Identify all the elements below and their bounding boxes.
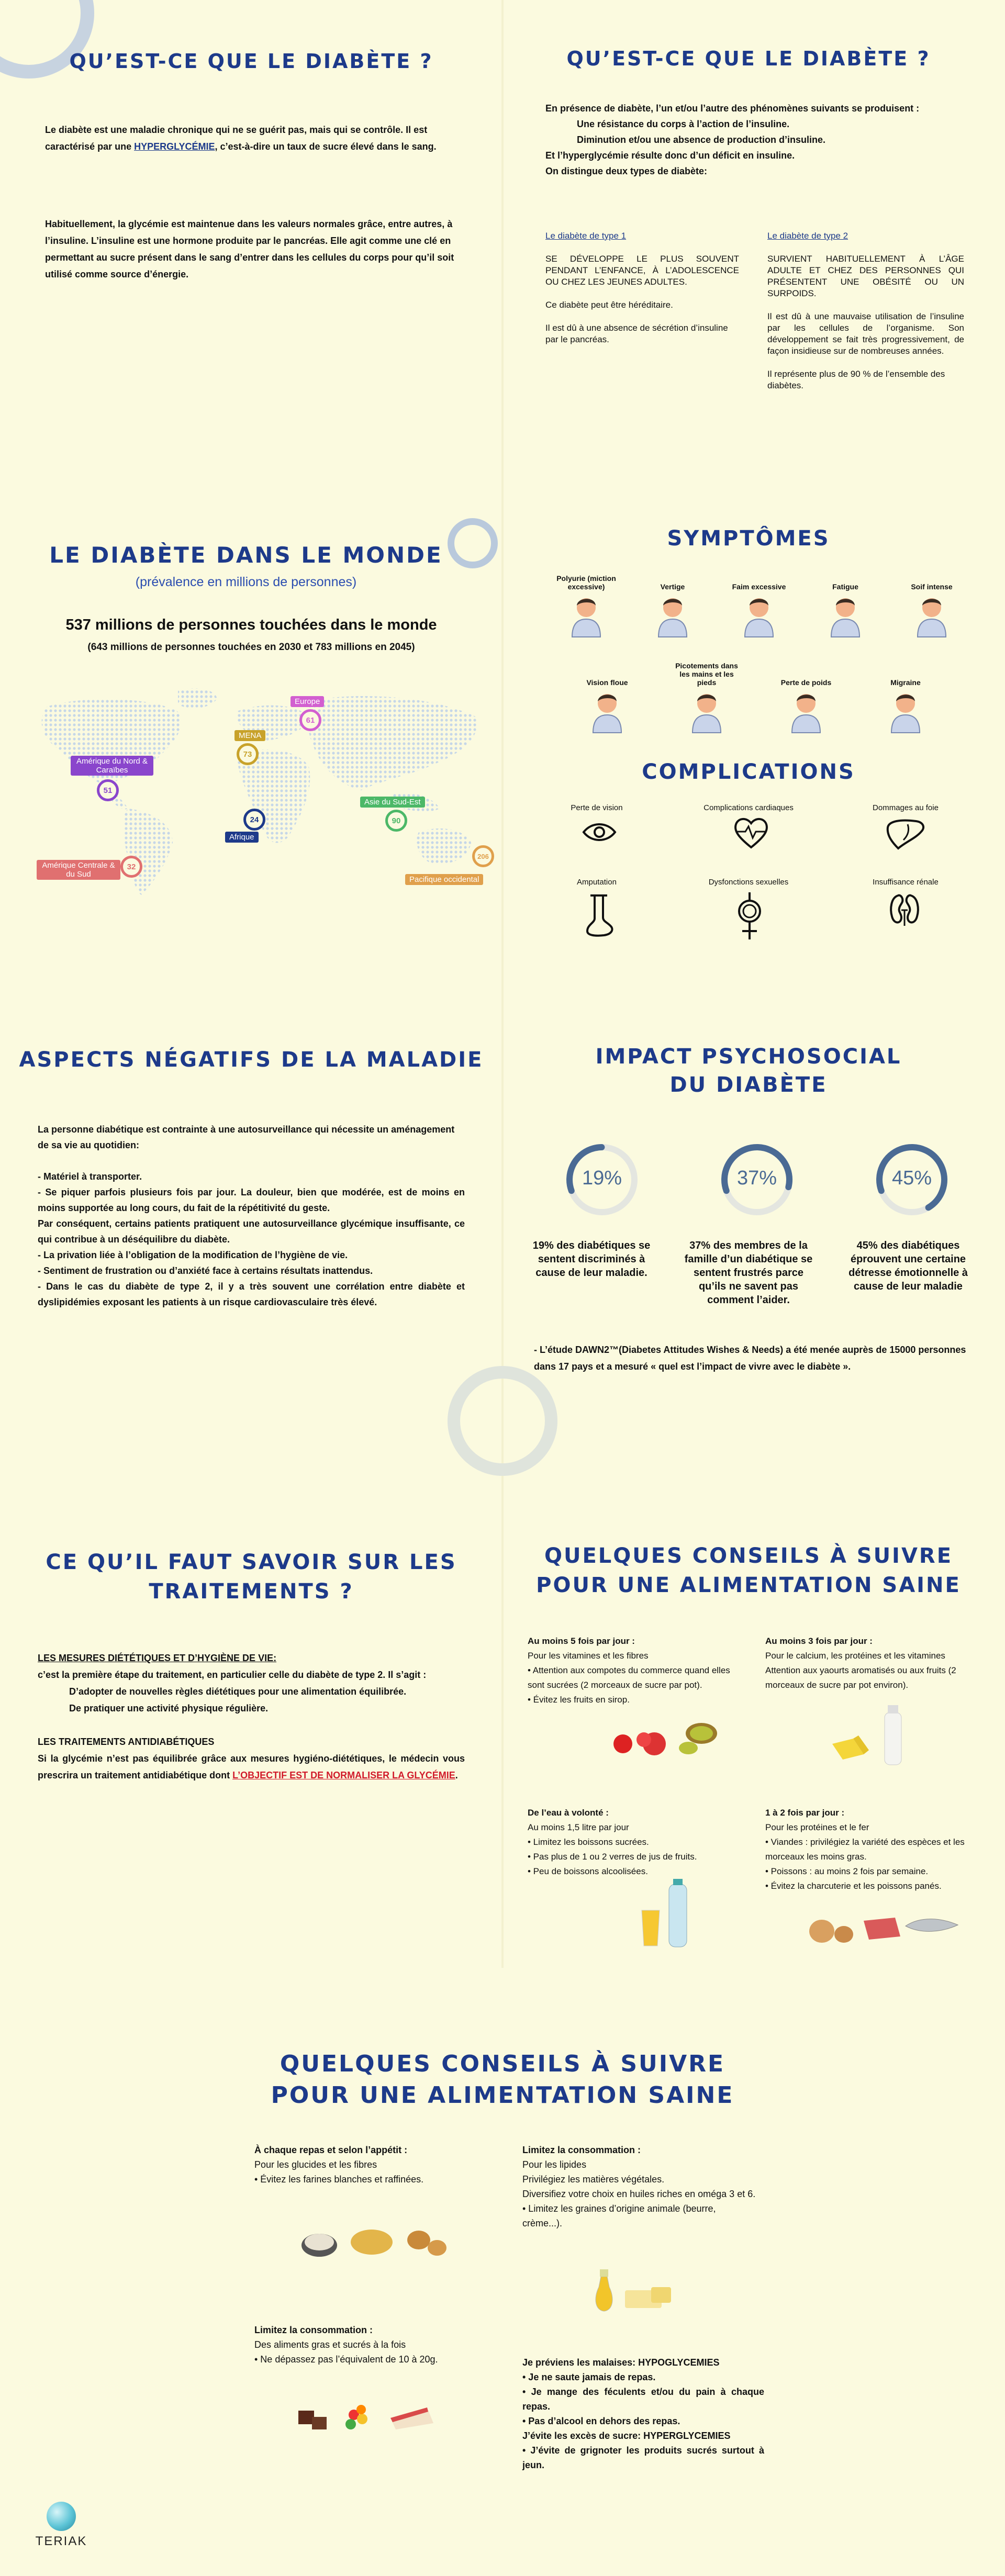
section-title-line2: POUR UNE ALIMENTATION SAINE [536, 1573, 961, 1597]
list-item: Une résistance du corps à l’action de l’insuline. [577, 119, 790, 129]
tip-heading: À chaque repas et selon l’appétit : [254, 2145, 408, 2155]
kidney-icon [888, 893, 921, 929]
stat-text: 37% des membres de la famille d’un diabétique se sentent frustrés parce qu’ils ne savent pas comment l’aider. [684, 1240, 813, 1306]
complication-label: Amputation [577, 878, 617, 887]
decorative-circle [448, 518, 498, 568]
paragraph-text: , c’est-à-dire un taux de sucre élevé dans le sang. [215, 141, 437, 152]
region-value-mena: 73 [237, 743, 259, 765]
tip-line: Pour les protéines et le fer [765, 1822, 869, 1832]
protein-illustration [806, 1905, 963, 1950]
type2-text: SURVIENT HABITUELLEMENT À L’ÂGE ADULTE ET CHEZ DES PERSONNES QUI PRÉSENTENT UNE OBÉSITÉ OU UN SURPOIDS. [767, 254, 964, 298]
tip-line: • Viandes : privilégiez la variété des espèces et les morceaux les moins gras. [765, 1837, 965, 1862]
tip-card [522, 2143, 758, 2231]
paragraph-text: Si la glycémie n’est pas équilibrée grâce aux mesures hygiéno-diététiques, le médecin vous prescrira un traitement antidiabétique dont [38, 1753, 465, 1780]
type1-text: SE DÉVELOPPE LE PLUS SOUVENT PENDANT L’ENFANCE, À L’ADOLESCENCE OU CHEZ LES JEUNES ADULTES. [545, 254, 739, 287]
oil-butter-illustration [588, 2266, 683, 2316]
person-icon [550, 591, 623, 641]
tip-heading: De l’eau à volonté : [528, 1808, 609, 1818]
eye-icon [581, 819, 618, 848]
intro-text: La personne diabétique est contrainte à une autosurveillance qui nécessite un aménagement de sa vie au quotidien: [38, 1124, 455, 1150]
tip-line: Au moins 1,5 litre par jour [528, 1822, 629, 1832]
list-line: - Dans le cas du diabète de type 2, il y a très souvent une corrélation entre diabète et dyslipidémies exposant les patients à un risque cardiovasculaire très élevé. [38, 1281, 465, 1307]
person-icon [722, 591, 796, 641]
type2-title-link[interactable]: Le diabète de type 2 [767, 231, 848, 241]
section-title: ASPECTS NÉGATIFS DE LA MALADIE [19, 1048, 484, 1072]
teriak-logo [32, 2502, 90, 2549]
tip-line: • Limitez les boissons sucrées. [528, 1837, 649, 1847]
stat-percentage: 19% [582, 1167, 622, 1189]
heart-icon [733, 816, 769, 852]
panel-divider [501, 0, 504, 1968]
tip-line: Pour les vitamines et les fibres [528, 1651, 649, 1661]
section-title-line1: QUELQUES CONSEILS À SUIVRE [280, 2051, 725, 2077]
symptom-label: Fatigue [832, 583, 858, 591]
symptom-item [769, 664, 843, 736]
hyperglycemia-link[interactable]: HYPERGLYCÉMIE [134, 141, 215, 152]
list-line: - La privation liée à l’obligation de la modification de l’hygiène de vie. [38, 1250, 348, 1260]
symptoms-title: SYMPTÔMES [667, 527, 830, 551]
dairy-illustration [827, 1702, 911, 1773]
liver-icon [885, 817, 926, 853]
symptom-item [895, 568, 968, 641]
tip-line: • Ne dépassez pas l’équivalent de 10 à 20g. [254, 2354, 438, 2365]
tip-line: Pour les lipides [522, 2159, 587, 2170]
region-label-europe: Europe [291, 696, 324, 707]
fruits-illustration [607, 1712, 728, 1762]
symptom-item [722, 568, 796, 641]
region-label-mena: MENA [234, 730, 265, 741]
symptom-item [869, 664, 942, 736]
tip-line: • Je mange des féculents et/ou du pain à chaque repas. [522, 2387, 764, 2412]
drinks-illustration [636, 1879, 694, 1952]
tip-line: • Attention aux compotes du commerce quand elles sont sucrées (2 morceaux de sucre par pot). [528, 1665, 730, 1690]
paragraph: c’est la première étape du traitement, en particulier celle du diabète de type 2. Il s’agit : [38, 1670, 427, 1680]
tip-line: • Peu de boissons alcoolisées. [528, 1866, 648, 1876]
logo-sphere-icon [47, 2502, 76, 2531]
tip-line: Attention aux yaourts aromatisés ou aux fruits (2 morceaux de sucre par pot environ). [765, 1665, 956, 1690]
type1-text: Ce diabète peut être héréditaire. [545, 300, 673, 310]
symptom-label: Picotements dans les mains et les pieds [675, 662, 738, 687]
list-line: - Matériel à transporter. [38, 1171, 142, 1182]
treatments-text [38, 1650, 465, 1784]
tip-line: Diversifiez votre choix en huiles riches en oméga 3 et 6. [522, 2189, 756, 2199]
tip-line: • Pas plus de 1 ou 2 verres de jus de fruits. [528, 1852, 697, 1862]
section-subtitle: (prévalence en millions de personnes) [135, 575, 357, 589]
region-label-north-america: Amérique du Nord & Caraïbes [71, 756, 153, 776]
tip-line: Je préviens les malaises: HYPOGLYCEMIES [522, 2357, 720, 2368]
symptom-item [550, 568, 623, 641]
text-line: Et l’hyperglycémie résulte donc d’un déficit en insuline. [545, 150, 795, 161]
stat-text: 19% des diabétiques se sentent discriminés à cause de leur maladie. [532, 1240, 651, 1279]
section-title: QU’EST-CE QUE LE DIABÈTE ? [566, 47, 931, 70]
section-title-line1: IMPACT PSYCHOSOCIAL [595, 1045, 902, 1069]
subheading: LES MESURES DIÉTÉTIQUES ET D’HYGIÈNE DE VIE: [38, 1653, 277, 1663]
section-title: LE DIABÈTE DANS LE MONDE [49, 542, 443, 568]
symptoms-row [550, 568, 979, 641]
stat-percentage: 37% [736, 1167, 777, 1189]
section-title-line1: CE QU’IL FAUT SAVOIR SUR LES [46, 1550, 457, 1574]
paragraph-text: . [455, 1770, 458, 1780]
symptom-label: Faim excessive [732, 583, 786, 591]
subheading: LES TRAITEMENTS ANTIDIABÉTIQUES [38, 1737, 215, 1747]
region-value-africa: 24 [243, 809, 265, 831]
tip-card [528, 1806, 747, 1879]
type1-title-link[interactable]: Le diabète de type 1 [545, 231, 627, 241]
person-icon [769, 687, 843, 736]
tip-heading: Au moins 3 fois par jour : [765, 1636, 873, 1646]
person-icon [670, 687, 743, 736]
type2-column [767, 230, 964, 391]
symptom-label: Polyurie (miction excessive) [556, 574, 616, 591]
section-title-line2: POUR UNE ALIMENTATION SAINE [271, 2082, 734, 2109]
tip-line: • Évitez la charcuterie et les poissons panés. [765, 1881, 942, 1891]
world-subheadline: (643 millions de personnes touchées en 2030 et 783 millions en 2045) [87, 642, 415, 653]
tip-line: • J’évite de grignoter les produits sucrés surtout à jeun. [522, 2445, 764, 2470]
region-value-western-pacific: 206 [472, 845, 494, 867]
tip-line: Des aliments gras et sucrés à la fois [254, 2339, 406, 2350]
world-headline: 537 millions de personnes touchées dans le monde [65, 617, 437, 633]
tip-card [765, 1634, 980, 1693]
tip-card-prevention [522, 2355, 764, 2472]
type2-text: Il représente plus de 90 % de l’ensemble des diabètes. [767, 369, 945, 390]
tip-line: Pour les glucides et les fibres [254, 2159, 377, 2170]
tip-card [528, 1634, 747, 1707]
tip-heading: Limitez la consommation : [522, 2145, 641, 2155]
tip-line: • Je ne saute jamais de repas. [522, 2372, 656, 2382]
symptom-item [809, 568, 882, 641]
list-item: Diminution et/ou une absence de production d’insuline. [577, 135, 826, 145]
region-value-central-south-america: 32 [120, 856, 142, 878]
sweets-illustration [296, 2392, 443, 2436]
stat-text: 45% des diabétiques éprouvent une certaine détresse émotionnelle à cause de leur maladie [848, 1240, 968, 1292]
tip-line: • Évitez les fruits en sirop. [528, 1695, 630, 1705]
tip-line: • Pas d’alcool en dehors des repas. [522, 2416, 680, 2426]
list-line: Par conséquent, certains patients pratiquent une autosurveillance glycémique insuffisante, ce qui contribue à un déséquilibre du diabète. [38, 1218, 465, 1245]
symptom-label: Soif intense [911, 583, 953, 591]
tip-heading: 1 à 2 fois par jour : [765, 1808, 845, 1818]
dawn-study-text: - L’étude DAWN2™(Diabetes Attitudes Wishes & Needs) a été menée auprès de 15000 personnes dans 17 pays et a mesuré « quel est l’impact de vivre avec le diabète ». [534, 1345, 966, 1372]
type1-column [545, 230, 739, 345]
decorative-circle [448, 1366, 557, 1476]
symptoms-row [571, 664, 958, 737]
text-line: On distingue deux types de diabète: [545, 166, 708, 176]
tip-line: J’évite les excès de sucre: HYPERGLYCEMIES [522, 2431, 731, 2441]
region-label-central-south-america: Amérique Centrale & du Sud [37, 860, 120, 880]
region-label-western-pacific: Pacifique occidental [405, 874, 483, 885]
symptom-label: Perte de poids [780, 678, 832, 687]
symptom-label: Migraine [890, 678, 921, 687]
stat-percentage: 45% [891, 1167, 932, 1189]
tip-line: • Évitez les farines blanches et raffinées. [254, 2174, 424, 2185]
normalize-glycemia-link[interactable]: L’OBJECTIF EST DE NORMALISER LA GLYCÉMIE [232, 1770, 455, 1780]
paragraph-text: Le diabète est une maladie chronique qui ne se guérit pas, mais qui se contrôle. Il est caractérisé par une [45, 125, 428, 152]
section-title: QU’EST-CE QUE LE DIABÈTE ? [69, 50, 433, 73]
complication-label: Perte de vision [571, 803, 623, 812]
tip-line: Privilégiez les matières végétales. [522, 2174, 665, 2185]
complication-label: Insuffisance rénale [873, 878, 939, 887]
complication-label: Dysfonctions sexuelles [708, 878, 789, 887]
tip-heading: Au moins 5 fois par jour : [528, 1636, 635, 1646]
person-icon [636, 591, 709, 641]
symptom-item [571, 664, 644, 736]
foot-icon [583, 892, 617, 942]
person-icon [809, 591, 882, 641]
symptom-label: Vertige [660, 583, 685, 591]
negative-aspects-text [38, 1122, 465, 1310]
region-label-africa: Afrique [225, 832, 259, 843]
tip-card [254, 2323, 485, 2367]
tip-heading: Limitez la consommation : [254, 2325, 373, 2335]
region-value-north-america: 51 [97, 779, 119, 801]
section-title-line2: DU DIABÈTE [669, 1073, 828, 1097]
type1-text: Il est dû à une absence de sécrétion d’insuline par le pancréas. [545, 323, 728, 344]
type2-text: Il est dû à une mauvaise utilisation de l’insuline par les cellules de l’organisme. Son développement se fait très progressivement, de façon insidieuse sur de nombreuses années. [767, 311, 964, 356]
tip-line: • Poissons : au moins 2 fois par semaine. [765, 1866, 929, 1876]
section-title-line1: QUELQUES CONSEILS À SUIVRE [544, 1544, 953, 1568]
complication-label: Dommages au foie [873, 803, 939, 812]
paragraph [45, 121, 459, 155]
complications-grid [555, 803, 974, 950]
symptom-item [670, 664, 743, 736]
symptom-label: Vision floue [586, 678, 628, 687]
region-value-europe: 61 [299, 709, 321, 731]
paragraph: Habituellement, la glycémie est maintenue dans les valeurs normales grâce, entre autres, à l’insuline. L’insuline est une hormone produite par le pancréas. Elle agit comme une clé en permettant au sucre présent dans le sang d’entrer dans les cellules du corps pour qu’il soit utilisé comme source d’énergie. [45, 219, 454, 279]
tip-card [254, 2143, 485, 2187]
list-line: - Sentiment de frustration ou d’anxiété face à certains résultats inattendus. [38, 1265, 373, 1276]
complication-label: Complications cardiaques [704, 803, 794, 812]
tip-card [765, 1806, 985, 1894]
complications-title: COMPLICATIONS [642, 760, 855, 784]
person-icon [895, 591, 968, 641]
intro-text: En présence de diabète, l’un et/ou l’autre des phénomènes suivants se produisent : [545, 103, 920, 114]
tip-line: Pour le calcium, les protéines et les vitamines [765, 1651, 945, 1661]
person-icon [571, 687, 644, 736]
list-item: De pratiquer une activité physique régulière. [69, 1703, 269, 1713]
section-title-line2: TRAITEMENTS ? [149, 1580, 354, 1604]
region-value-south-east-asia: 90 [385, 810, 407, 832]
region-label-south-east-asia: Asie du Sud-Est [360, 797, 425, 808]
tip-line: • Limitez les graines d’origine animale (beurre, crème...). [522, 2203, 716, 2228]
paragraph [38, 1750, 465, 1784]
symptom-item [636, 568, 709, 641]
list-item: D’adopter de nouvelles règles diététiques pour une alimentation équilibrée. [69, 1686, 407, 1697]
grains-illustration [298, 2219, 455, 2264]
person-icon [869, 687, 942, 736]
intro-block [545, 100, 964, 179]
gender-symbol-icon [734, 890, 765, 945]
logo-text: TERIAK [35, 2534, 87, 2548]
list-line: - Se piquer parfois plusieurs fois par jour. La douleur, bien que modérée, est de moins en moins supportée au long cours, du fait de la répétitivité du geste. [38, 1187, 465, 1213]
